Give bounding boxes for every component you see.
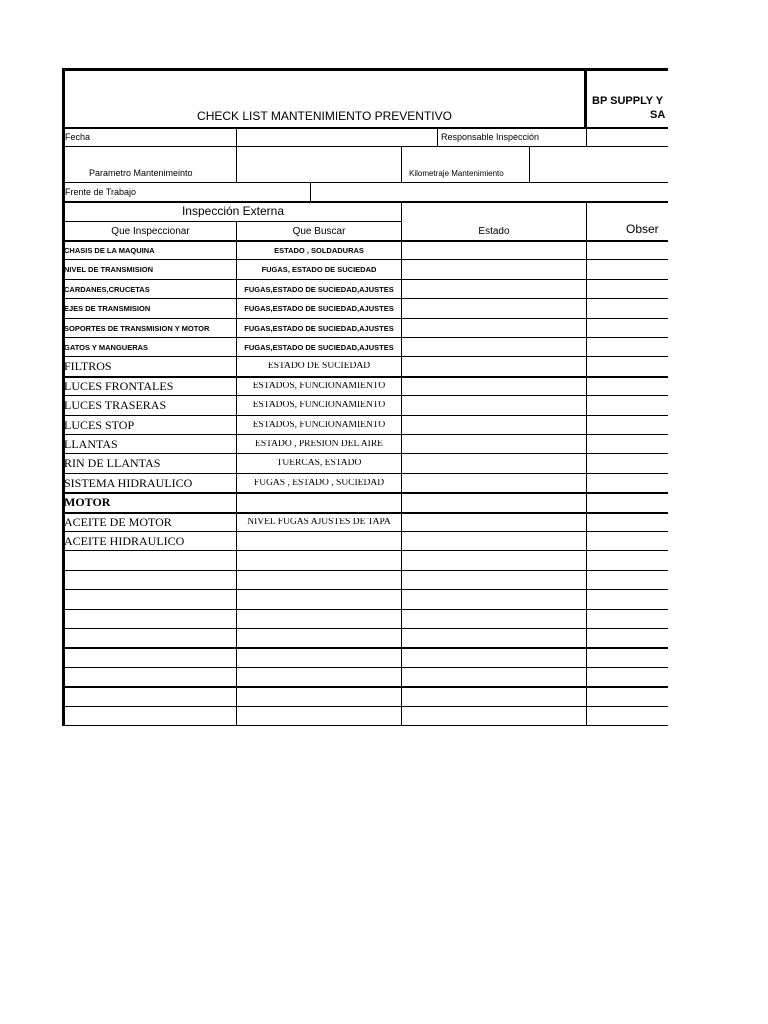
- row-estado-cell[interactable]: [403, 281, 585, 297]
- row-item-label: NIVEL DE TRANSMISION: [64, 266, 154, 274]
- col-header-que-inspeccionar: Que Inspeccionar: [111, 227, 190, 237]
- row-border: [62, 279, 668, 280]
- row-estado-cell[interactable]: [403, 397, 585, 413]
- row-que-buscar: ESTADO , SOLDADURAS: [274, 247, 364, 255]
- row-item-label: CARDANES,CRUCETAS: [64, 286, 150, 294]
- row-estado-cell[interactable]: [403, 436, 585, 452]
- row-estado-cell[interactable]: [403, 494, 585, 510]
- row-que-buscar: FUGAS , ESTADO , SUCIEDAD: [253, 479, 385, 488]
- row-estado-cell[interactable]: [403, 572, 585, 588]
- row-que-buscar: TUERCAS, ESTADO: [276, 459, 362, 468]
- row-estado-cell[interactable]: [403, 514, 585, 530]
- row-estado-cell[interactable]: [403, 261, 585, 277]
- row-item-label: SOPORTES DE TRANSMISION Y MOTOR: [64, 325, 210, 333]
- row-estado-cell[interactable]: [403, 339, 585, 355]
- column-header-top: [62, 221, 401, 222]
- row-que-buscar: FUGAS,ESTADO DE SUCIEDAD,AJUSTES: [244, 325, 394, 333]
- row-observaciones-cell[interactable]: [588, 417, 668, 433]
- page-title: CHECK LIST MANTENIMIENTO PREVENTIVO: [197, 110, 452, 122]
- responsable-field[interactable]: [588, 129, 668, 145]
- row-item-label: LLANTAS: [64, 438, 118, 450]
- row-estado-cell[interactable]: [403, 300, 585, 316]
- row-item-label: GATOS Y MANGUERAS: [64, 344, 149, 352]
- row-observaciones-cell[interactable]: [588, 688, 668, 704]
- section-row-top: [62, 201, 668, 203]
- row-border: [62, 725, 668, 726]
- row-border: [62, 337, 668, 338]
- row-observaciones-cell[interactable]: [588, 378, 668, 394]
- row-estado-cell[interactable]: [403, 533, 585, 549]
- row-observaciones-cell[interactable]: [588, 630, 668, 646]
- kilometraje-divider-left: [401, 147, 402, 182]
- row-item-label: ACEITE HIDRAULICO: [64, 535, 185, 547]
- parametro-field[interactable]: [238, 148, 400, 181]
- row-item-label: LUCES STOP: [64, 419, 135, 431]
- row-border: [62, 453, 668, 454]
- row-estado-cell[interactable]: [403, 358, 585, 374]
- row-que-buscar: FUGAS, ESTADO DE SUCIEDAD: [261, 266, 377, 274]
- kilometraje-label: Kilometraje Mantenimiento: [409, 170, 504, 178]
- row-observaciones-cell[interactable]: [588, 300, 668, 316]
- parametro-row-top: [62, 146, 668, 147]
- col-header-observaciones: Obser: [626, 223, 659, 235]
- row-item-label: RIN DE LLANTAS: [64, 457, 161, 469]
- row-item-label: FILTROS: [64, 360, 112, 372]
- company-name-line1: BP SUPPLY Y: [592, 96, 664, 107]
- section-title: Inspección Externa: [181, 205, 285, 217]
- responsable-divider-right: [586, 128, 587, 146]
- row-border: [62, 706, 668, 707]
- row-estado-cell[interactable]: [403, 417, 585, 433]
- company-name-line2: SA: [650, 110, 666, 121]
- row-border: [62, 570, 668, 571]
- row-observaciones-cell[interactable]: [588, 261, 668, 277]
- fecha-label: Fecha: [65, 133, 91, 142]
- frente-divider: [310, 183, 311, 201]
- row-border: [62, 356, 668, 357]
- row-observaciones-cell[interactable]: [588, 572, 668, 588]
- row-border: [62, 298, 668, 299]
- row-item-label: CHASIS DE LA MAQUINA: [64, 247, 155, 255]
- row-observaciones-cell[interactable]: [588, 591, 668, 607]
- row-estado-cell[interactable]: [403, 455, 585, 471]
- row-que-buscar: ESTADO DE SUCIEDAD: [267, 362, 371, 371]
- row-observaciones-cell[interactable]: [588, 358, 668, 374]
- row-border: [62, 395, 668, 396]
- row-border: [62, 434, 668, 435]
- row-border: [62, 628, 668, 629]
- col-header-estado: Estado: [478, 227, 510, 237]
- row-estado-cell[interactable]: [403, 320, 585, 336]
- row-border: [62, 415, 668, 416]
- row-item-label: LUCES FRONTALES: [64, 380, 174, 392]
- row-que-buscar: ESTADOS, FUNCIONAMIENTO: [252, 382, 386, 391]
- col-header-que-buscar: Que Buscar: [292, 227, 346, 237]
- row-observaciones-cell[interactable]: [588, 533, 668, 549]
- frente-row-top: [62, 182, 668, 183]
- row-observaciones-cell[interactable]: [588, 611, 668, 627]
- row-border: [62, 589, 668, 590]
- parametro-divider: [236, 147, 237, 182]
- kilometraje-divider-right: [529, 147, 530, 182]
- row-estado-cell[interactable]: [403, 649, 585, 665]
- row-border: [62, 318, 668, 319]
- row-observaciones-cell[interactable]: [588, 475, 668, 491]
- row-observaciones-cell[interactable]: [588, 397, 668, 413]
- row-border: [62, 531, 668, 532]
- header-divider: [584, 68, 587, 128]
- row-estado-cell[interactable]: [403, 552, 585, 568]
- row-border: [62, 609, 668, 610]
- row-observaciones-cell[interactable]: [588, 436, 668, 452]
- row-item-label: MOTOR: [64, 496, 111, 508]
- row-item-label: ACEITE DE MOTOR: [64, 516, 172, 528]
- row-item-label: EJES DE TRANSMISION: [64, 305, 151, 313]
- kilometraje-field[interactable]: [531, 148, 668, 181]
- row-estado-cell[interactable]: [403, 378, 585, 394]
- row-estado-cell[interactable]: [403, 475, 585, 491]
- row-border: [62, 259, 668, 260]
- fecha-field[interactable]: [238, 129, 436, 145]
- row-estado-cell[interactable]: [403, 630, 585, 646]
- row-estado-cell[interactable]: [403, 242, 585, 258]
- row-estado-cell[interactable]: [403, 669, 585, 685]
- row-observaciones-cell[interactable]: [588, 552, 668, 568]
- row-que-buscar: ESTADOS, FUNCIONAMIENTO: [252, 401, 386, 410]
- row-que-buscar: NIVEL FUGAS AJUSTES DE TAPA: [247, 518, 391, 527]
- row-que-buscar: ESTADOS, FUNCIONAMIENTO: [252, 421, 386, 430]
- row-observaciones-cell[interactable]: [588, 242, 668, 258]
- row-observaciones-cell[interactable]: [588, 708, 668, 724]
- row-estado-cell[interactable]: [403, 708, 585, 724]
- row-border: [62, 550, 668, 551]
- frente-label: Frente de Trabajo: [65, 188, 137, 197]
- row-estado-cell[interactable]: [403, 688, 585, 704]
- row-observaciones-cell[interactable]: [588, 281, 668, 297]
- row-estado-cell[interactable]: [403, 611, 585, 627]
- row-observaciones-cell[interactable]: [588, 339, 668, 355]
- row-observaciones-cell[interactable]: [588, 649, 668, 665]
- responsable-divider-left: [437, 128, 438, 146]
- row-observaciones-cell[interactable]: [588, 455, 668, 471]
- row-observaciones-cell[interactable]: [588, 514, 668, 530]
- row-que-buscar: FUGAS,ESTADO DE SUCIEDAD,AJUSTES: [244, 344, 394, 352]
- row-border: [62, 473, 668, 474]
- fecha-divider: [236, 128, 237, 146]
- top-border: [62, 68, 668, 71]
- parametro-label: Parametro Mantenimeinto: [89, 169, 193, 178]
- row-observaciones-cell[interactable]: [588, 669, 668, 685]
- row-observaciones-cell[interactable]: [588, 494, 668, 510]
- row-que-buscar: FUGAS,ESTADO DE SUCIEDAD,AJUSTES: [244, 305, 394, 313]
- row-item-label: LUCES TRASERAS: [64, 399, 167, 411]
- row-observaciones-cell[interactable]: [588, 320, 668, 336]
- row-que-buscar: ESTADO , PRESION DEL AIRE: [255, 440, 383, 449]
- row-que-buscar: FUGAS,ESTADO DE SUCIEDAD,AJUSTES: [244, 286, 394, 294]
- frente-field[interactable]: [312, 184, 668, 200]
- row-item-label: SISTEMA HIDRAULICO: [64, 477, 193, 489]
- row-border: [62, 667, 668, 668]
- row-estado-cell[interactable]: [403, 591, 585, 607]
- responsable-label: Responsable Inspección: [441, 133, 540, 142]
